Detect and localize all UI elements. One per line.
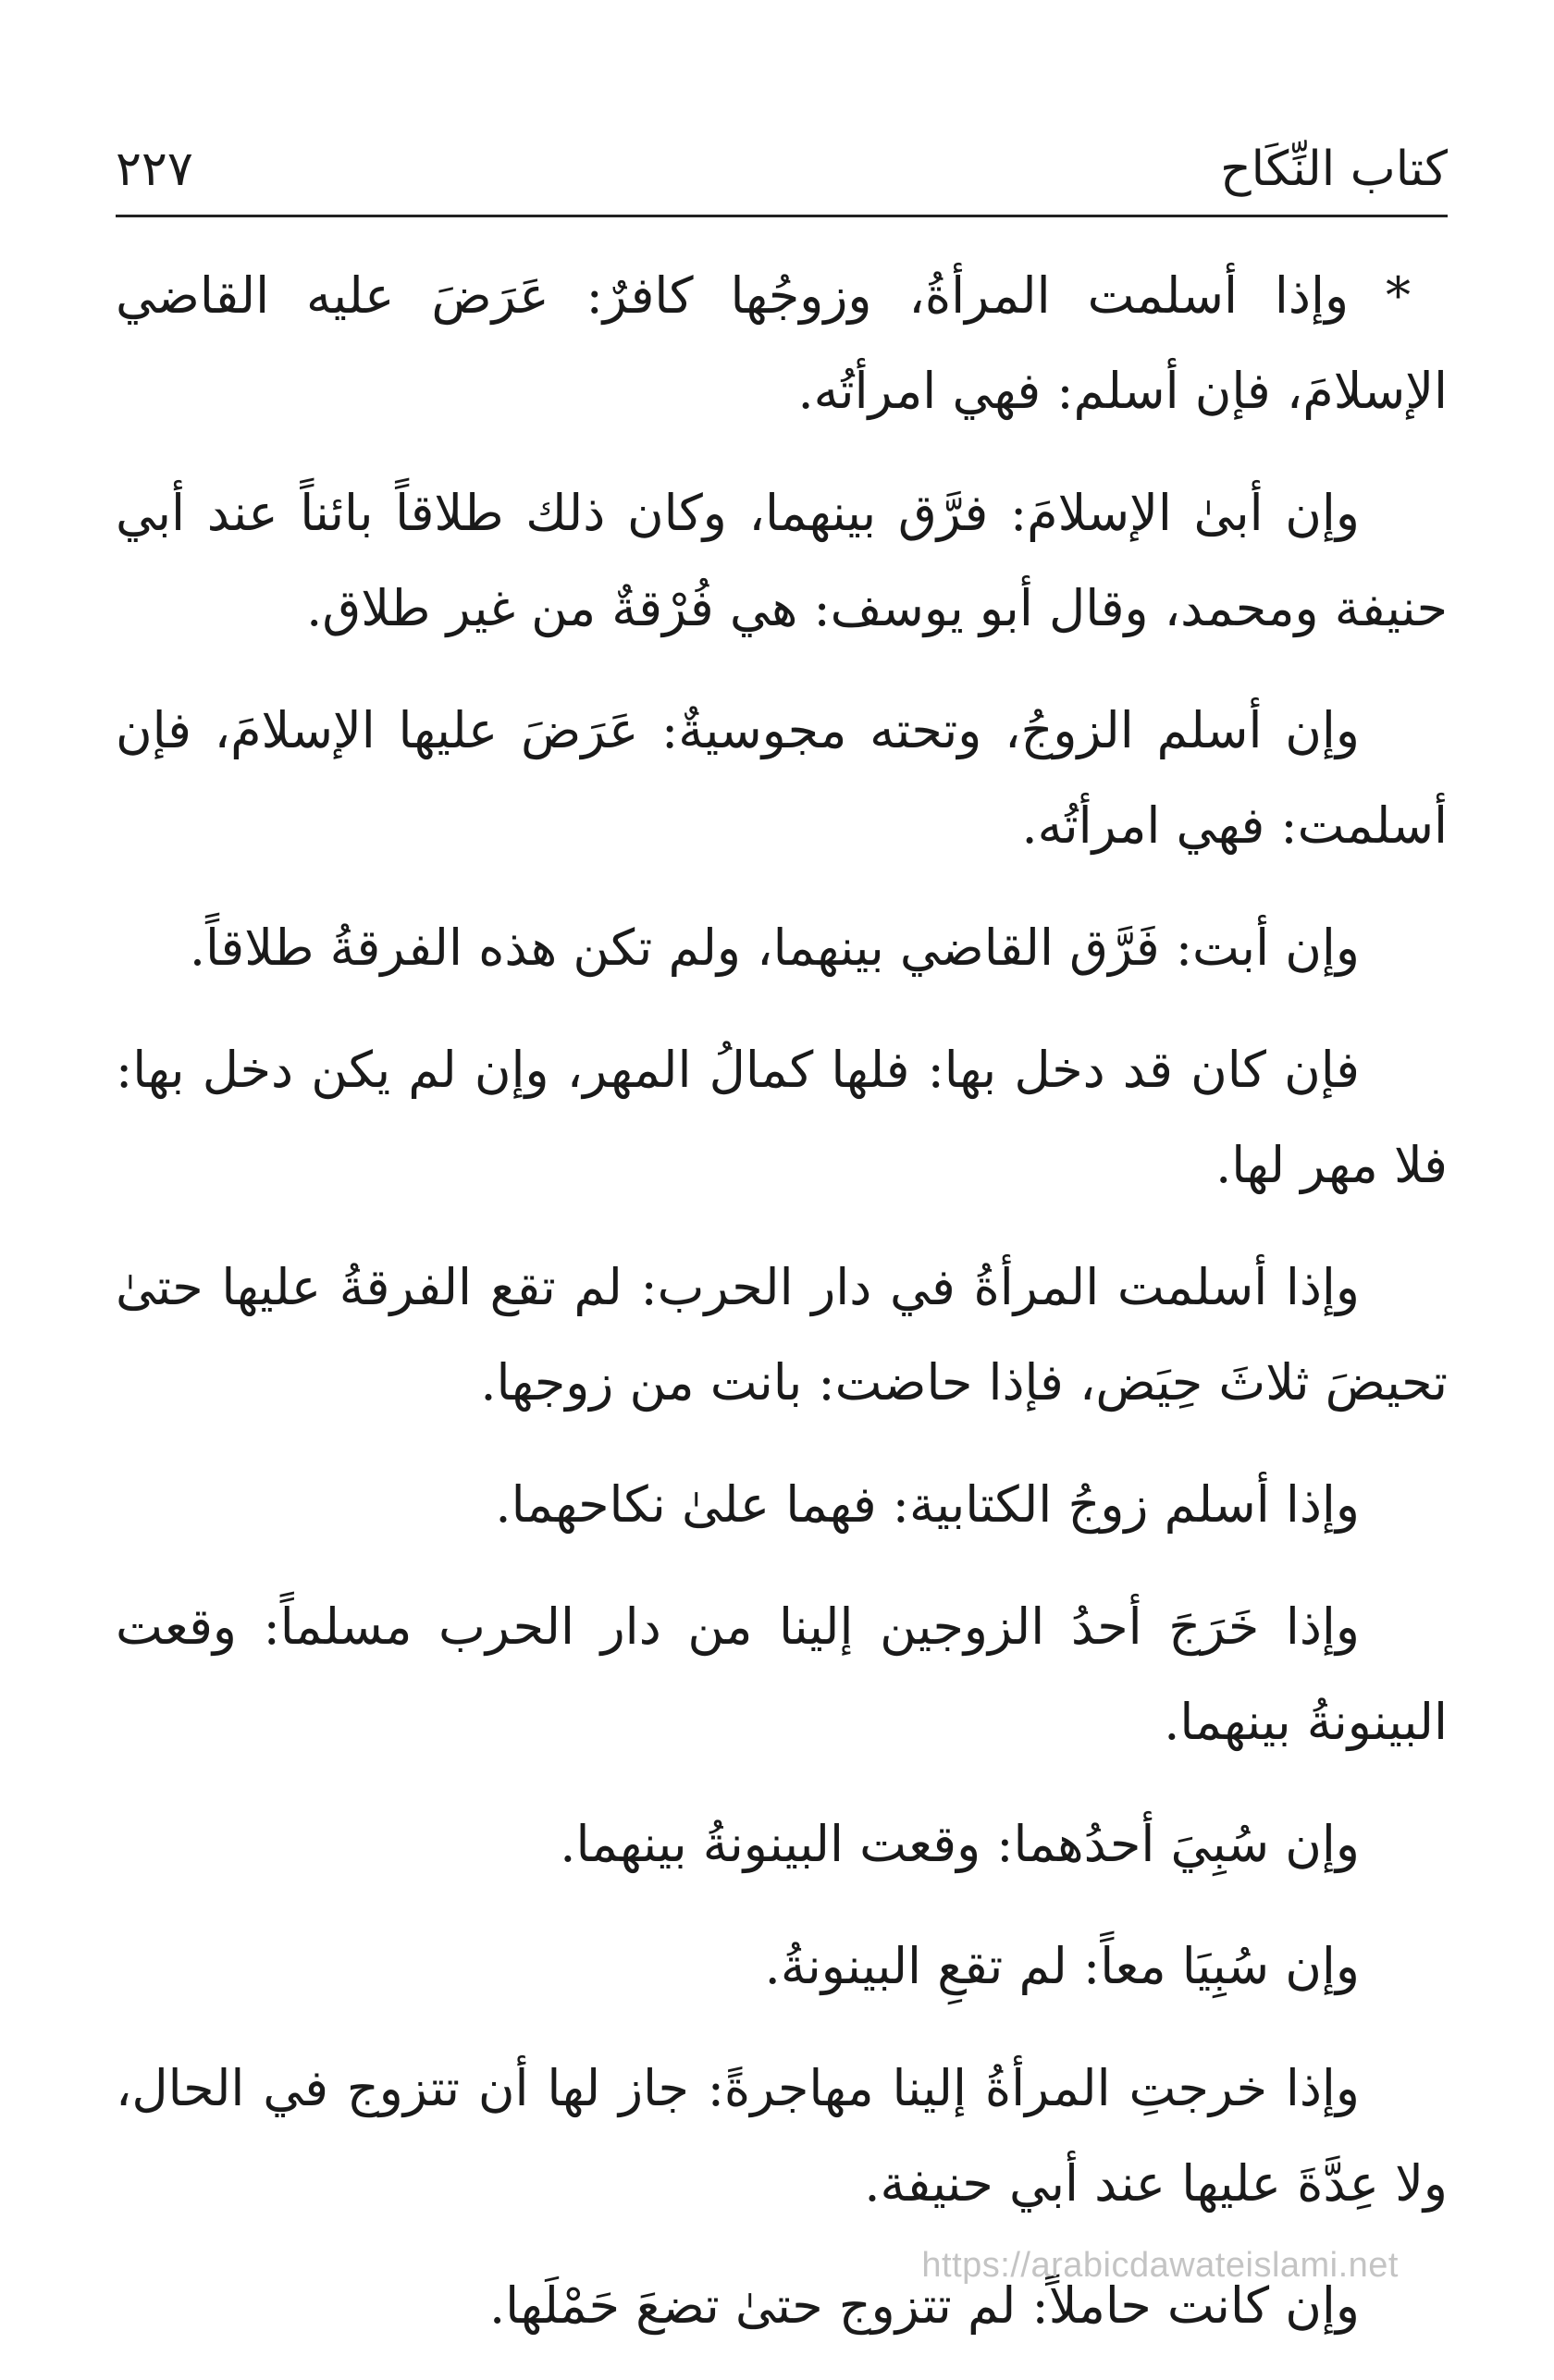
paragraph: وإن أبىٰ الإسلامَ: فرَّق بينهما، وكان ذلك طلاقاً بائناً عند أبي حنيفة ومحمد، وقال أبو يوسف: هي فُرْقةٌ من غير طلاق. [116,484,1448,637]
paragraph: وإن سُبِيَا معاً: لم تقعِ البينونةُ. [764,1937,1360,1995]
body-text [116,248,1448,2380]
paragraph: فإن كان قد دخل بها: فلها كمالُ المهر، وإن لم يكن دخل بها: فلا مهر لها. [116,1041,1448,1194]
paragraph: وإن أسلم الزوجُ، وتحته مجوسيةٌ: عَرَضَ عليها الإسلامَ، فإن أسلمت: فهي امرأتُه. [116,701,1448,855]
paragraph: وإن أبت: فَرَّق القاضي بينهما، ولم تكن هذه الفرقةُ طلاقاً. [189,919,1360,977]
paragraph: وإذا خَرَجَ أحدُ الزوجين إلينا من دار الحرب مسلماً: وقعت البينونةُ بينهما. [116,1597,1448,1751]
watermark: https://arabicdawateislami.net [921,2246,1399,2285]
paragraph: وإن سُبِيَ أحدُهما: وقعت البينونةُ بينهما. [560,1815,1360,1873]
paragraph: وإذا أسلمت المرأةُ في دار الحرب: لم تقع الفرقةُ عليها حتىٰ تحيضَ ثلاثَ حِيَض، فإذا حاضت: بانت من زوجها. [116,1258,1448,1412]
paragraph: وإذا خرجتِ المرأةُ إلينا مهاجرةً: جاز لها أن تتزوج في الحال، ولا عِدَّةَ عليها عند أبي حنيفة. [116,2059,1448,2213]
paragraph: وإن كانت حاملاً: لم تتزوج حتىٰ تضعَ حَمْلَها. [489,2276,1360,2335]
page-header [116,128,1448,220]
chapter-title: كتاب النِّكَاح [1220,142,1448,197]
header-divider [116,215,1448,217]
page-number: ٢٢٧ [116,142,193,197]
paragraph: وإذا أسلم زوجُ الكتابية: فهما علىٰ نكاحهما. [495,1475,1360,1534]
paragraph: * وإذا أسلمت المرأةُ، وزوجُها كافرٌ: عَرَضَ عليه القاضي الإسلامَ، فإن أسلم: فهي امرأتُه. [116,266,1448,420]
